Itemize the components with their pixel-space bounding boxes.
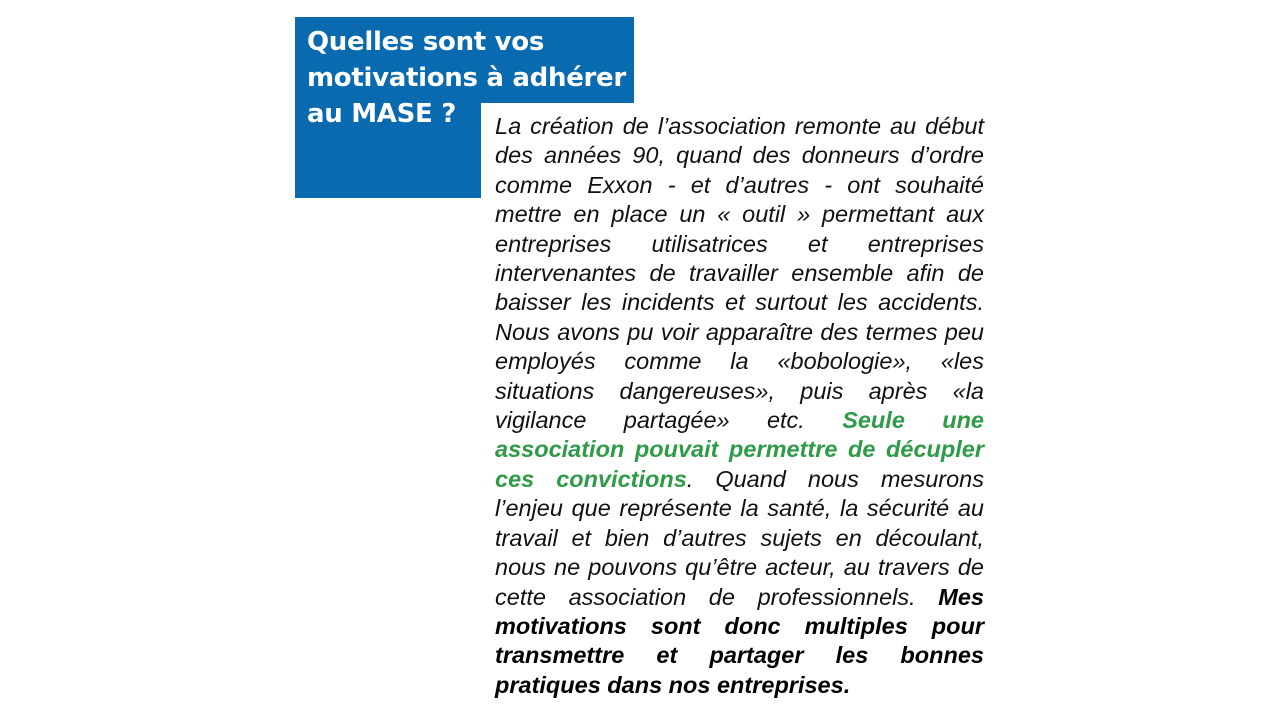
body-paragraph [495,112,984,700]
body-middle: . Quand nous mesurons l’enjeu que représente la santé, la sécurité au travail et bien d’autres sujets en découlant, nous ne pouvons qu’être acteur, au travers de cette association de professionnels. [495,465,985,610]
body-intro: La création de l’association remonte au début des années 90, quand des donneurs d’ordre comme Exxon - et d’autres - ont souhaité mettre en place un « outil » permettant aux entreprises utilisatrices et entreprises intervenantes de travailler ensemble afin de baisser les incidents et surtout les accidents. Nous avons pu voir apparaître des termes peu employés comme la «bobologie», «les situations dangereuses», puis après «la vigilance partagée» etc. [495,113,984,434]
page-title: Quelles sont vos motivations à adhérer au MASE ? [307,27,626,129]
body-conclusion: Mes motivations sont donc multiples pour transmettre et partager les bonnes pratiques dans nos entreprises. [495,583,984,698]
body-highlight: Seule une association pouvait permettre de décupler ces convictions [495,407,985,492]
